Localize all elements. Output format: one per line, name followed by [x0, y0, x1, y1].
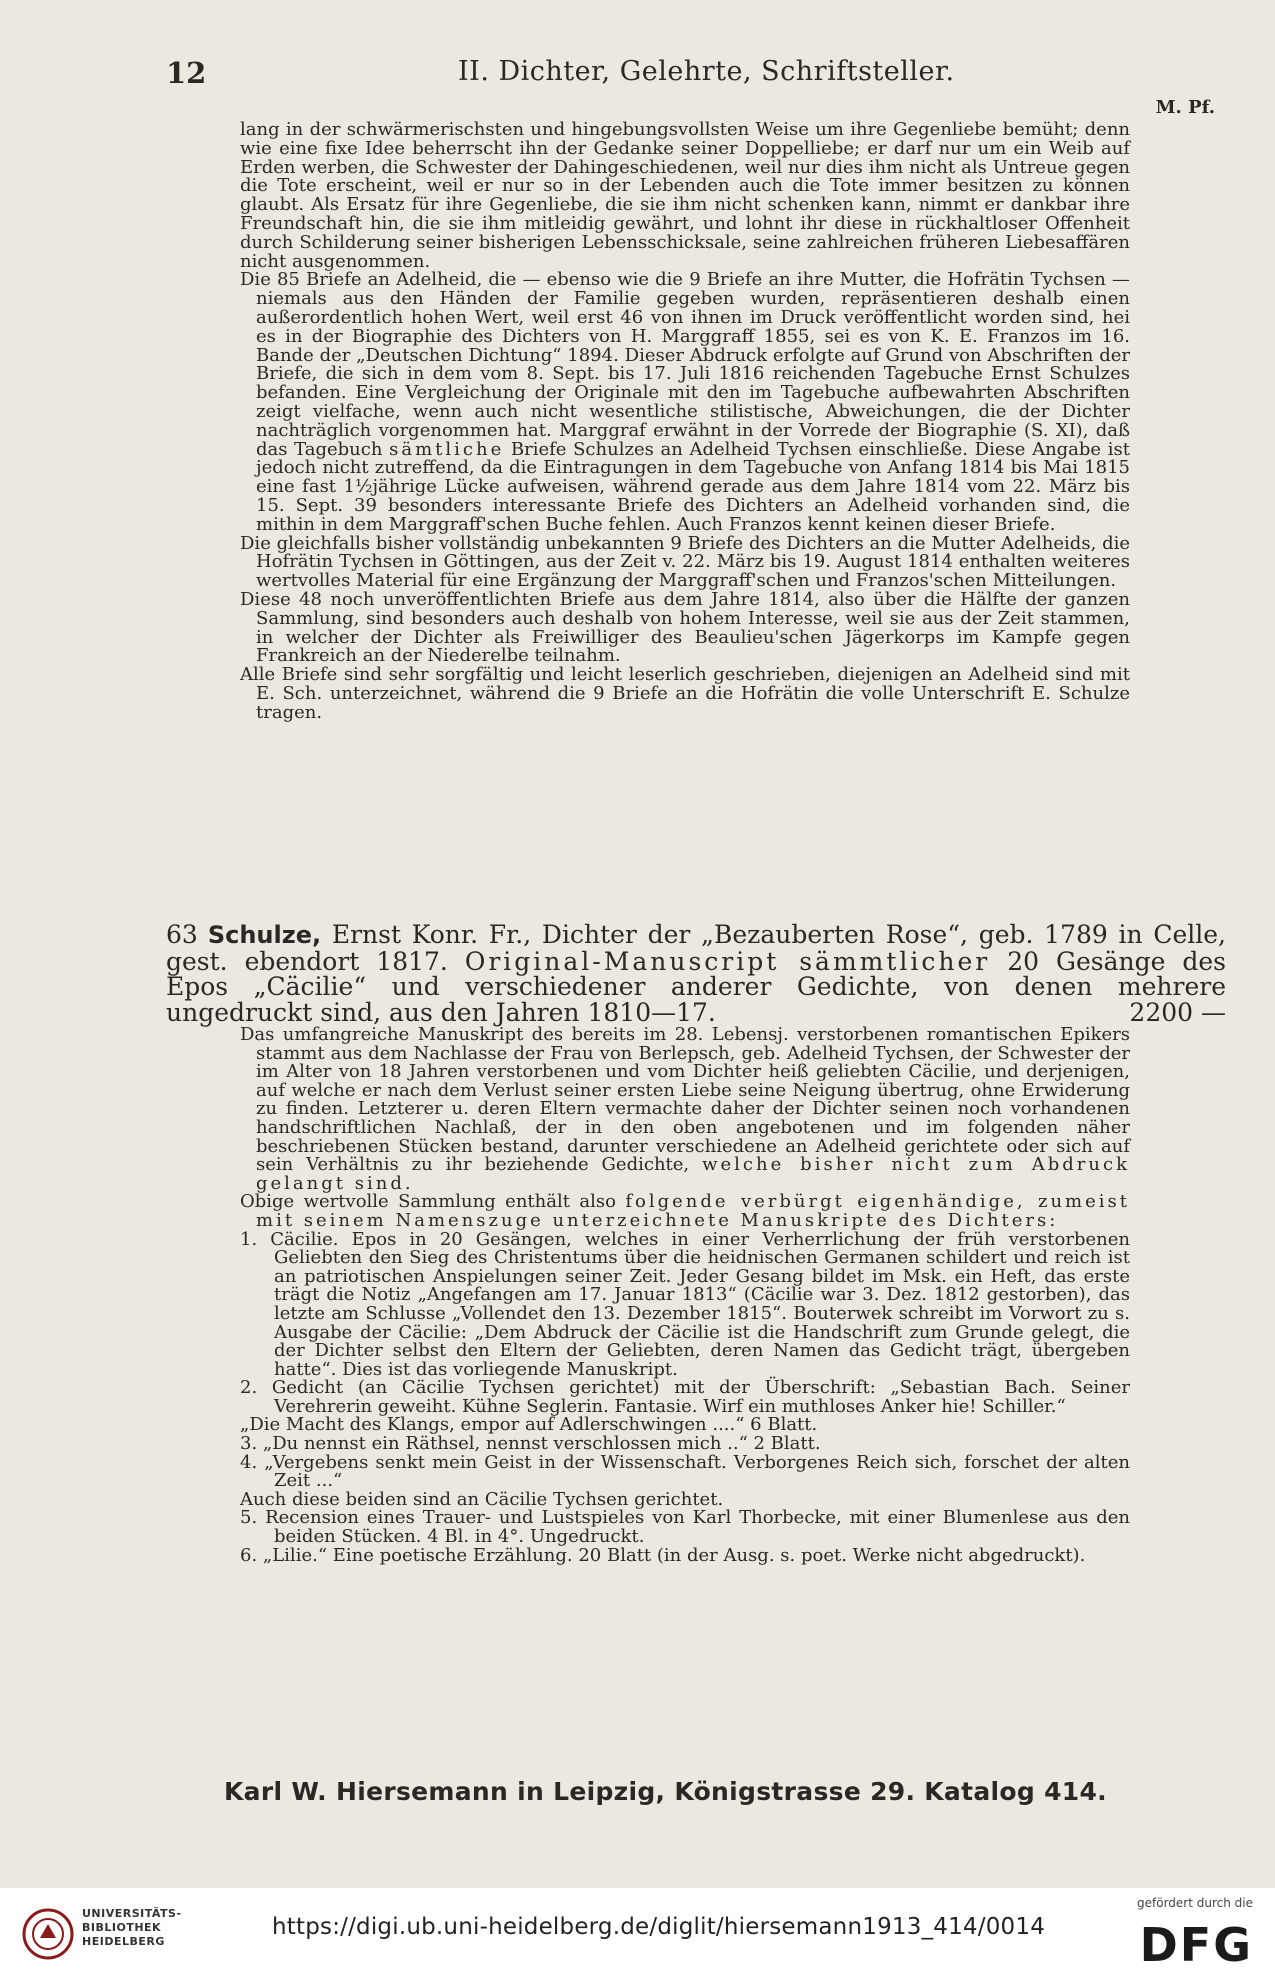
list-item: 4. „Vergebens senkt mein Geist in der Wissenschaft. Verborgenes Reich sich, forschet der alten Zeit ...“ [240, 1451, 1130, 1492]
description-p2-spaced: folgende verbürgt eigenhändige, zumeist mit seinem Namenszuge unterzeichnete Manuskripte des Dichters: [256, 1191, 1131, 1231]
description-p1-spaced: welche bisher nicht zum Abdruck gelangt sind. [256, 1154, 1130, 1194]
intro-paragraph-4: Diese 48 noch unveröffentlichten Briefe aus dem Jahre 1814, also über die Hälfte der ganzen Sammlung, sind besonders auch deshalb von hohem Interesse, weil sie aus der Zeit stammen, in welcher der Dichter als Freiwilliger des Beaulieu'schen Jägerkorps im Kampfe gegen Frankreich an der Niederelbe teilnahm. [240, 588, 1130, 667]
permalink-url[interactable]: https://digi.ub.uni-heidelberg.de/diglit/hiersemann1913_414/0014 [272, 1914, 1046, 1940]
entry-name: Schulze, [207, 921, 322, 949]
entry-number: 63 [166, 920, 198, 949]
margin-mark: M. Pf. [1155, 97, 1215, 118]
list-item: „Die Macht des Klangs, empor auf Adlerschwingen ....“ 6 Blatt. [240, 1414, 818, 1436]
institution-name[interactable] [82, 1907, 182, 1949]
entry-price: 2200 — [1129, 997, 1226, 1027]
list-item: 6. „Lilie.“ Eine poetische Erzählung. 20 Blatt (in der Ausg. s. poet. Werke nicht abgedruckt). [240, 1544, 1086, 1566]
description-paragraph-2 [240, 1193, 1130, 1230]
description-paragraph [240, 1026, 1130, 1193]
publisher-footer: Karl W. Hiersemann in Leipzig, Königstrasse 29. Katalog 414. [224, 1777, 1107, 1806]
intro-paragraph-3: Die gleichfalls bisher vollständig unbekannten 9 Briefe des Dichters an die Mutter Adelheids, die Hofrätin Tychsen in Göttingen, aus der Zeit v. 22. März bis 19. August 1814 enthalten weiteres wertvolles Material für eine Ergänzung der Marggraff'schen und Franzos'schen Mitteilungen. [240, 532, 1130, 592]
catalog-entry-heading [166, 922, 1226, 1025]
running-head: II. Dichter, Gelehrte, Schriftsteller. [458, 56, 955, 87]
page-number: 12 [166, 56, 207, 90]
entry-heading-spaced: Original-Manuscript sämmtlicher [464, 946, 991, 976]
list-item: 3. „Du nennst ein Räthsel, nennst verschlossen mich ..“ 2 Blatt. [240, 1433, 821, 1455]
viewer-bar [0, 1888, 1275, 1979]
funding-note: gefördert durch die [1137, 1896, 1253, 1910]
intro-p2-spaced: sämtliche [389, 438, 505, 460]
institution-line: UNIVERSITÄTS- [82, 1907, 182, 1920]
intro-paragraph [240, 271, 1130, 534]
institution-line: BIBLIOTHEK [82, 1921, 162, 1934]
entry-heading: Ernst Konr. Fr., Dichter der „Bezauberten Rose“, geb. 1789 in Celle, gest. ebendort 1817. [166, 920, 1227, 976]
intro-continuation: lang in der schwärmerischsten und hingebungsvollsten Weise um ihre Gegenliebe bemüht; denn wie eine fixe Idee beherrscht ihn der Gedanke seiner Doppelliebe; er darf nur um ein Weib auf Erden werben, die Schwester der Dahingeschiedenen, weil nur dies ihm nicht als Untreue gegen die Tote erscheint, weil er nur so in der Lebenden auch die Tote immer besitzen zu können glaubt. Als Ersatz für ihre Gegenliebe, die sie ihm nicht schenken kann, nimmt er dankbar ihre Freundschaft hin, die sie ihm mitleidig gewährt, und lohnt ihr diese in rückhaltloser Offenheit durch Schilderung seiner bisherigen Lebensschicksale, seine zahlreichen früheren Liebesaffären nicht ausgenommen. [240, 119, 1130, 272]
list-item: 1. Cäcilie. Epos in 20 Gesängen, welches in einer Verherrlichung der früh verstorbenen Geliebten den Sieg des Christentums über die heidnischen Germanen schildert und reich ist an patriotischen Anspielungen seiner Zeit. Jeder Gesang bildet im Msk. ein Heft, das erste trägt die Notiz „Angefangen am 17. Januar 1813“ (Cäcilie war 3. Dez. 1812 gestorben), das letzte am Schlusse „Vollendet den 13. Dezember 1815“. Bouterwek schreibt im Vorwort zu s. Ausgabe der Cäcilie: „Dem Abdruck der Cäcilie ist die Handschrift zum Grunde gelegt, die der Dichter selbst den Eltern der Geliebten, deren Namen das Gedicht trägt, übergeben hatte“. Dies ist das vorliegende Manuskript. [240, 1228, 1130, 1380]
entry-description [240, 1026, 1130, 1565]
intro-text [240, 121, 1130, 723]
university-seal-icon[interactable] [22, 1908, 74, 1960]
intro-p2-rest: Briefe Schulzes an Adelheid Tychsen einschließe. Diese Angabe ist jedoch nicht zutreffend, da die Eintragungen in dem Tagebuche von Anfang 1814 bis Mai 1815 eine fast 1½jährige Lücke aufweisen, während gerade aus dem Jahre 1814 vom 22. März bis 15. Sept. 39 besonders interessante Briefe des Dichters an Adelheid vorhanden sind, die mithin in dem Marggraff'schen Buche fehlen. Auch Franzos kennt keinen dieser Briefe. [256, 438, 1130, 535]
list-item: Auch diese beiden sind an Cäcilie Tychsen gerichtet. [240, 1488, 724, 1510]
dfg-logo[interactable]: DFG [1139, 1918, 1253, 1972]
institution-line: HEIDELBERG [82, 1935, 165, 1948]
entry-heading-rest: 20 Gesänge des Epos „Cäcilie“ und verschiedener anderer Gedichte, von denen mehrere ungedruckt sind, aus den Jahren 1810—17. [166, 946, 1226, 1027]
list-item: 2. Gedicht (an Cäcilie Tychsen gerichtet) mit der Überschrift: „Sebastian Bach. Seiner Verehrerin geweiht. Kühne Seglerin. Fantasie. Wirf ein muthloses Anker hie! Schiller.“ [240, 1377, 1130, 1417]
description-p2: Obige wertvolle Sammlung enthält also [240, 1191, 616, 1213]
intro-p2: Die 85 Briefe an Adelheid, die — ebenso wie die 9 Briefe an ihre Mutter, die Hofrätin Tychsen — niemals aus den Händen der Familie gegeben wurden, repräsentieren deshalb einen außerordentlich hohen Wert, weil erst 46 von ihnen im Druck veröffentlicht worden sind, hei es in der Biographie des Dichters von H. Marggraff 1855, sei es von K. E. Franzos im 16. Bande der „Deutschen Dichtung“ 1894. Dieser Abdruck erfolgte auf Grund von Abschriften der Briefe, die sich in dem vom 8. Sept. bis 17. Juli 1816 reichenden Tagebuche Ernst Schulzes befanden. Eine Vergleichung der Originale mit den im Tagebuche aufbewahrten Abschriften zeigt vielfache, wenn auch nicht wesentliche stilistische, Abweichungen, die der Dichter nachträglich vorgenommen hat. Marggraf erwähnt in der Vorrede der Biographie (S. XI), daß das Tagebuch [240, 269, 1130, 460]
intro-paragraph-5: Alle Briefe sind sehr sorgfältig und leicht leserlich geschrieben, diejenigen an Adelheid sind mit E. Sch. unterzeichnet, während die 9 Briefe an die Hofrätin die volle Unterschrift E. Schulze tragen. [240, 664, 1130, 723]
list-item: 5. Recension eines Trauer- und Lustspieles von Karl Thorbecke, mit einer Blumenlese aus den beiden Stücken. 4 Bl. in 4°. Ungedruckt. [240, 1507, 1130, 1548]
description-p1: Das umfangreiche Manuskript des bereits im 28. Lebensj. verstorbenen romantischen Epikers stammt aus dem Nachlasse der Frau von Berlepsch, geb. Adelheid Tychsen, der Schwester der im Alter von 18 Jahren verstorbenen und vom Dichter heiß geliebten Cäcilie, und derjenigen, auf welche er nach dem Verlust seiner ersten Liebe seine Neigung übertrug, ohne Erwiderung zu finden. Letzterer u. deren Eltern vermachte daher der Dichter seinen noch vorhandenen handschriftlichen Nachlaß, der in den oben angebotenen und im folgenden näher beschriebenen Stücken bestand, darunter verschiedene an Adelheid gerichtete oder sich auf sein Verhältnis zu ihr beziehende Gedichte, [240, 1024, 1130, 1176]
